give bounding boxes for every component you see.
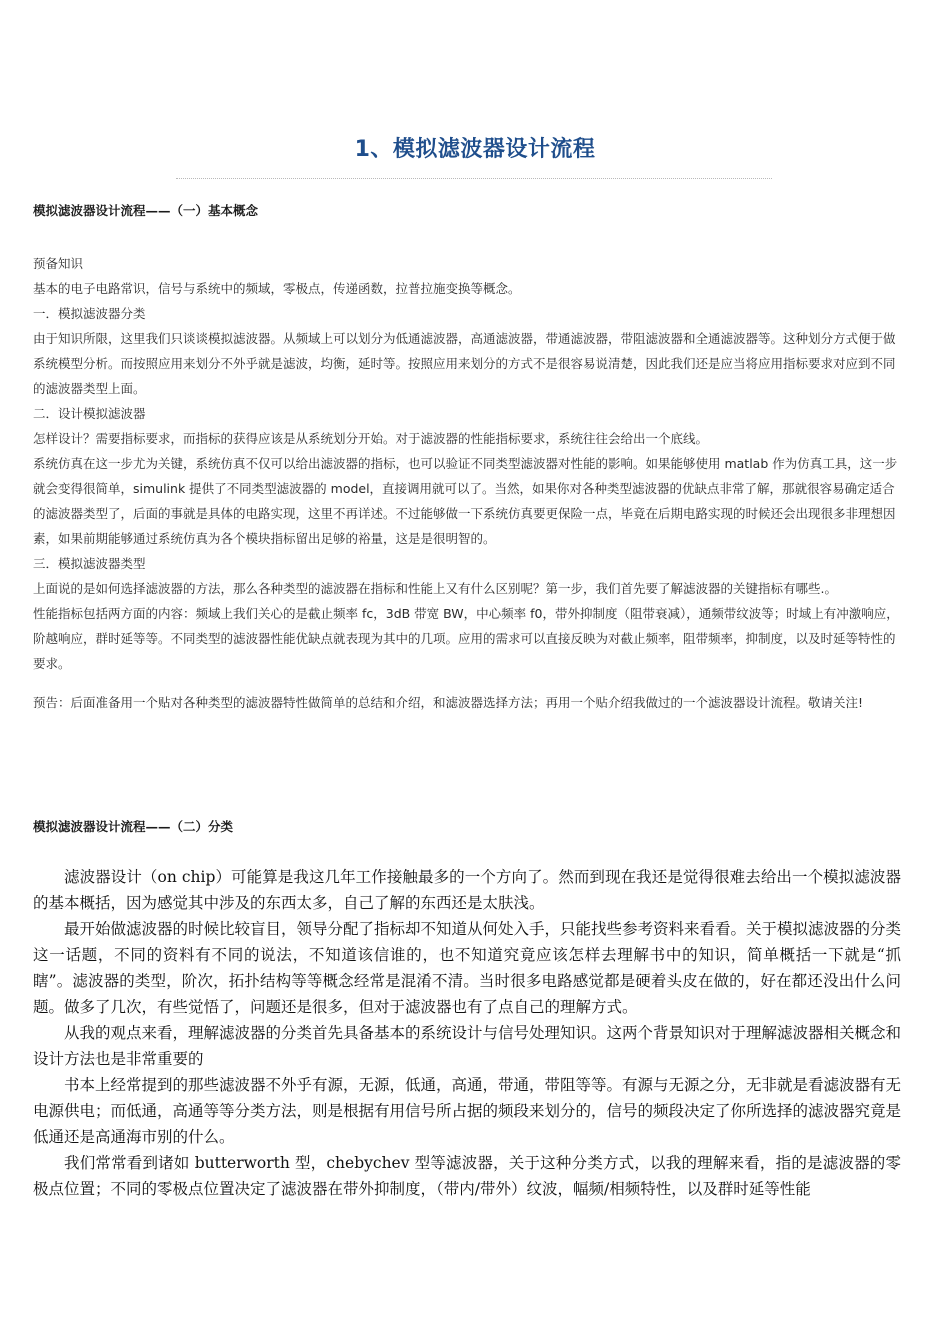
spacer xyxy=(33,676,905,690)
paragraph: 最开始做滤波器的时候比较盲目，领导分配了指标却不知道从何处入手，只能找些参考资料来看看。关于模拟滤波器的分类这一话题，不同的资料有不同的说法，不知道该信谁的，也不知道究竟应该怎样去理解书中的知识，简单概括一下就是“抓瞎”。滤波器的类型，阶次，拓扑结构等等概念经常是混淆不清。当时很多电路感觉都是硬着头皮在做的，好在都还没出什么问题。做多了几次，有些觉悟了，问题还是很多，但对于滤波器也有了点自己的理解方式。 xyxy=(33,920,902,1016)
section-classification xyxy=(33,864,901,1202)
paragraph: 上面说的是如何选择滤波器的方法，那么各种类型的滤波器在指标和性能上又有什么区别呢？第一步，我们首先要了解滤波器的关键指标有哪些.。 xyxy=(33,581,837,596)
page-title: 1、模拟滤波器设计流程 xyxy=(354,137,596,162)
paragraph: 滤波器设计（on chip）可能算是我这几年工作接触最多的一个方向了。然而到现在我还是觉得很难去给出一个模拟滤波器的基本概括，因为感觉其中涉及的东西太多，自己了解的东西还是太肤浅。 xyxy=(33,868,901,912)
paragraph: 从我的观点来看，理解滤波器的分类首先具备基本的系统设计与信号处理知识。这两个背景知识对于理解滤波器相关概念和设计方法也是非常重要的 xyxy=(33,1024,902,1068)
subheading: 三．模拟滤波器类型 xyxy=(33,556,146,571)
paragraph: 我们常常看到诸如 butterworth 型，chebychev 型等滤波器，关于这种分类方式，以我的理解来看，指的是滤波器的零极点位置；不同的零极点位置决定了滤波器在带外抑制度，（带内/带外）纹波，幅频/相频特性，以及群时延等性能 xyxy=(33,1154,901,1198)
section-heading: 模拟滤波器设计流程——（二）分类 xyxy=(33,819,234,834)
paragraph: 系统仿真在这一步尤为关键，系统仿真不仅可以给出滤波器的指标，也可以验证不同类型滤波器对性能的影响。如果能够使用 matlab 作为仿真工具，这一步就会变得很简单，simulink 提供了不同类型滤波器的 model，直接调用就可以了。当然，如果你对各种类型滤波器的优缺点非常了解，那就很容易确定适合的滤波器类型了，后面的事就是具体的电路实现，这里不再详述。不过能够做一下系统仿真要更保险一点，毕竟在后期电路实现的时候还会出现很多非理想因素，如果前期能够通过系统仿真为各个模块指标留出足够的裕量，这是是很明智的。 xyxy=(33,456,898,546)
section-heading: 模拟滤波器设计流程——（一）基本概念 xyxy=(33,203,259,218)
section-basic-concepts xyxy=(33,200,905,715)
title-divider xyxy=(176,178,772,179)
paragraph: 怎样设计？需要指标要求，而指标的获得应该是从系统划分开始。对于滤波器的性能指标要求，系统往往会给出一个底线。 xyxy=(33,431,709,446)
paragraph: 预备知识 xyxy=(33,256,84,271)
preview-note: 预告：后面准备用一个贴对各种类型的滤波器特性做简单的总结和介绍，和滤波器选择方法；再用一个贴介绍我做过的一个滤波器设计流程。敬请关注! xyxy=(33,695,864,710)
subheading: 二．设计模拟滤波器 xyxy=(33,406,146,421)
paragraph: 由于知识所限，这里我们只谈谈模拟滤波器。从频域上可以划分为低通滤波器，高通滤波器，带通滤波器，带阻滤波器和全通滤波器等。这种划分方式便于做系统模型分析。而按照应用来划分不外乎就是滤波，均衡，延时等。按照应用来划分的方式不是很容易说清楚，因此我们还是应当将应用指标要求对应到不同的滤波器类型上面。 xyxy=(33,331,896,396)
subheading: 一．模拟滤波器分类 xyxy=(33,306,146,321)
paragraph: 性能指标包括两方面的内容：频域上我们关心的是截止频率 fc，3dB 带宽 BW，中心频率 f0，带外抑制度（阻带衰减），通频带纹波等；时域上有冲激响应，阶越响应，群时延等等。不同类型的滤波器性能优缺点就表现为其中的几项。应用的需求可以直接反映为对截止频率，阻带频率，抑制度，以及时延等特性的要求。 xyxy=(33,606,899,671)
paragraph: 基本的电子电路常识，信号与系统中的频域，零极点，传递函数，拉普拉施变换等概念。 xyxy=(33,281,521,296)
paragraph: 书本上经常提到的那些滤波器不外乎有源，无源，低通，高通，带通，带阻等等。有源与无源之分，无非就是看滤波器有无电源供电；而低通，高通等等分类方法，则是根据有用信号所占据的频段来划分的，信号的频段决定了你所选择的滤波器究竟是低通还是高通海市别的什么。 xyxy=(33,1076,902,1146)
